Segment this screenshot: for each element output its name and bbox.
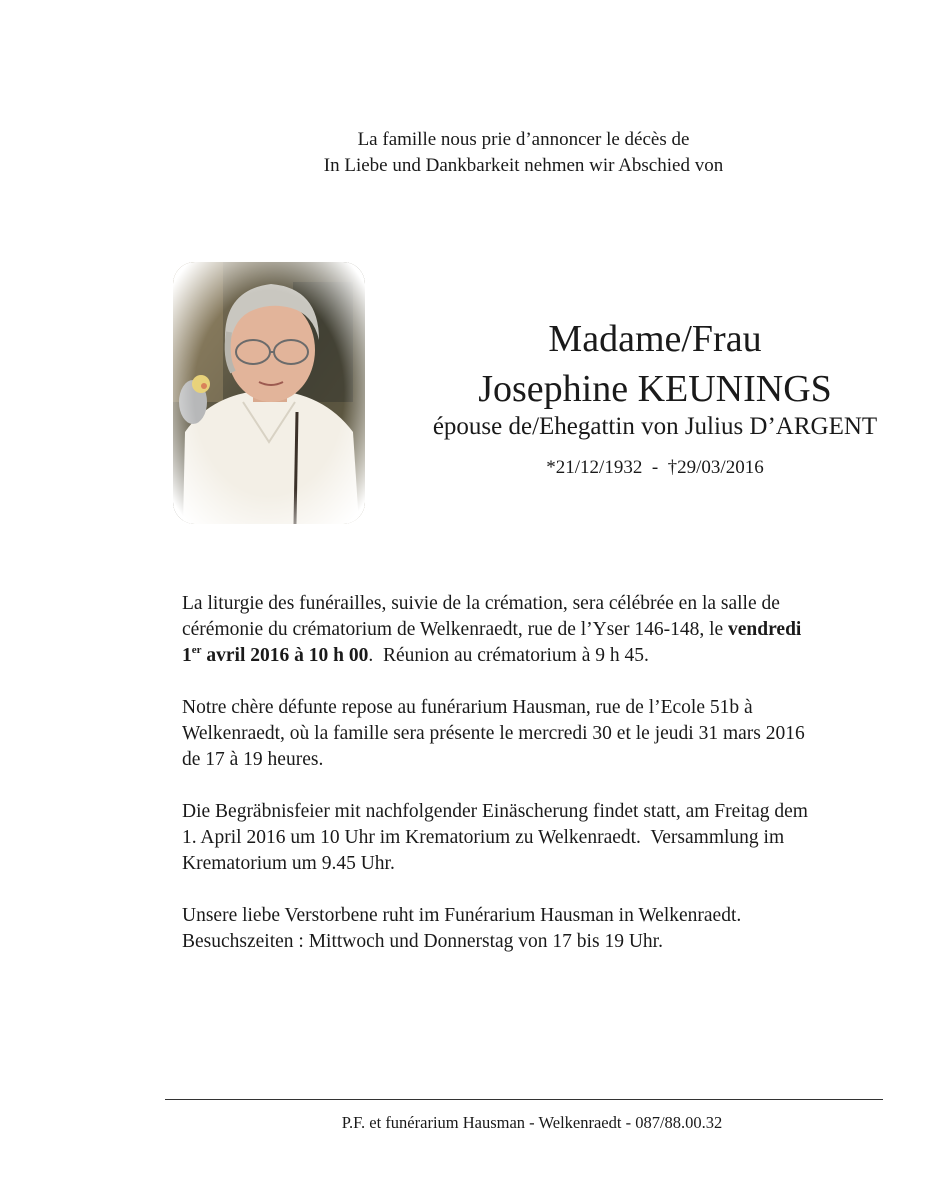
text-line: de 17 à 19 heures. bbox=[182, 749, 324, 770]
funeral-home-footer: P.F. et funérarium Hausman - Welkenraedt - 087/88.00.32 bbox=[341, 1113, 723, 1132]
text-line: Krematorium um 9.45 Uhr. bbox=[182, 853, 395, 874]
text-line: 1er avril 2016 à 10 h 00. Réunion au crématorium à 9 h 45. bbox=[182, 643, 649, 666]
footer-divider bbox=[165, 1099, 883, 1100]
portrait-illustration bbox=[173, 262, 365, 524]
announcement-intro bbox=[0, 127, 947, 179]
honorific-title: Madame/Frau bbox=[548, 318, 762, 360]
text-line: 1. April 2016 um 10 Uhr im Krematorium zu Welkenraedt. Versammlung im bbox=[182, 827, 785, 848]
text-line: Die Begräbnisfeier mit nachfolgender Einäscherung findet statt, am Freitag dem bbox=[182, 801, 808, 822]
portrait-photo bbox=[173, 262, 365, 524]
text-line: La liturgie des funérailles, suivie de la crémation, sera célébrée en la salle de bbox=[182, 593, 780, 614]
intro-line-french: La famille nous prie d’annoncer le décès de bbox=[357, 129, 690, 150]
spouse-line: épouse de/Ehegattin von Julius D’ARGENT bbox=[432, 413, 878, 440]
funeral-paragraph-french bbox=[182, 591, 902, 669]
text-line: Unsere liebe Verstorbene ruht im Funérarium Hausman in Welkenraedt. bbox=[182, 905, 742, 926]
text-line: Besuchszeiten : Mittwoch und Donnerstag von 17 bis 19 Uhr. bbox=[182, 931, 663, 952]
visitation-paragraph-german bbox=[182, 903, 902, 955]
date-bold: 1er avril 2016 à 10 h 00 bbox=[182, 643, 369, 666]
visitation-paragraph-french bbox=[182, 695, 902, 773]
day-bold: vendredi bbox=[728, 619, 802, 640]
funeral-paragraph-german bbox=[182, 799, 902, 877]
deceased-name: Josephine KEUNINGS bbox=[478, 368, 832, 410]
text-line: Welkenraedt, où la famille sera présente le mercredi 30 et le jeudi 31 mars 2016 bbox=[182, 723, 805, 744]
life-dates: *21/12/1932 - †29/03/2016 bbox=[546, 457, 764, 478]
text-line: cérémonie du crématorium de Welkenraedt, rue de l’Yser 146-148, le vendredi bbox=[182, 619, 802, 640]
intro-line-german: In Liebe und Dankbarkeit nehmen wir Abschied von bbox=[323, 155, 724, 176]
text-line: Notre chère défunte repose au funérarium Hausman, rue de l’Ecole 51b à bbox=[182, 697, 753, 718]
